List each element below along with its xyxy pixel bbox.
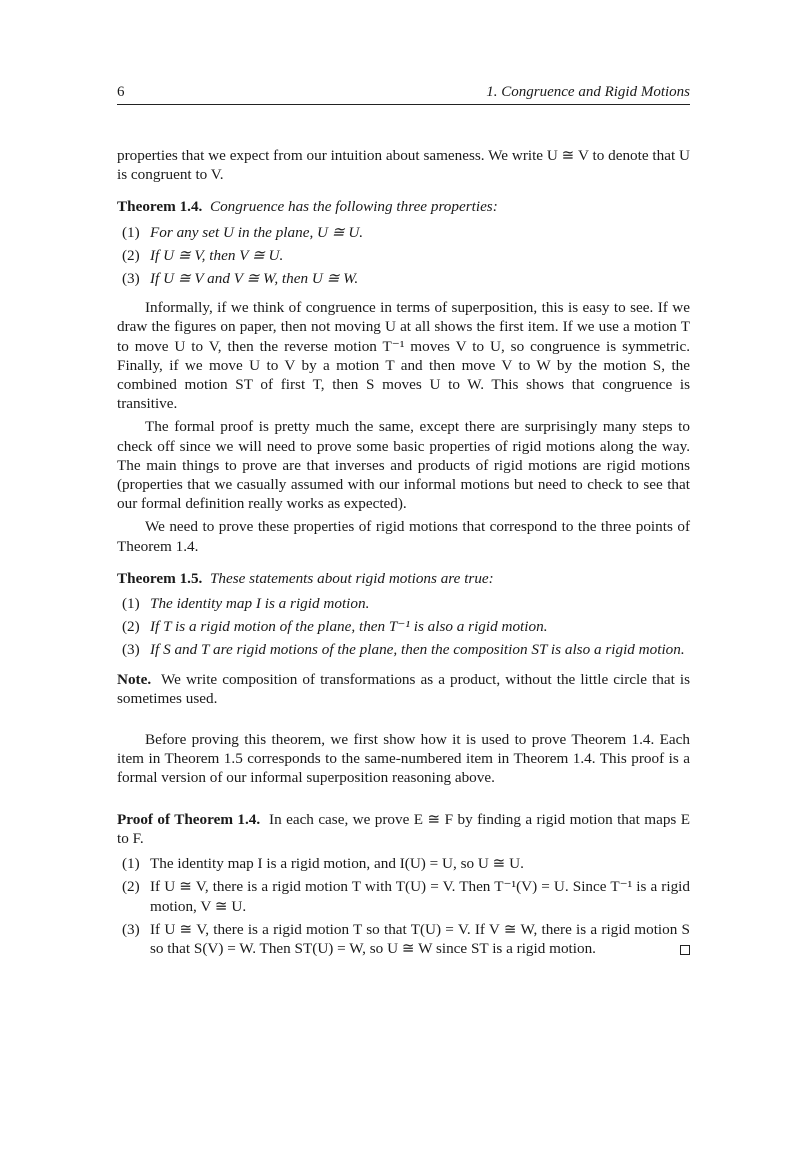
item-number: (3) — [122, 270, 140, 288]
item-number: (2) — [122, 246, 140, 264]
theorem-statement: Congruence has the following three properties: — [209, 198, 498, 216]
note-paragraph — [117, 670, 690, 708]
list-item — [117, 854, 690, 873]
list-item — [117, 269, 690, 288]
theorem-label: Theorem 1.5. — [117, 569, 203, 587]
theorem-label: Theorem 1.4. — [117, 198, 203, 216]
item-number: (1) — [122, 223, 140, 241]
list-item — [117, 223, 690, 242]
item-text: For any set U in the plane, U ≅ U. — [150, 223, 364, 241]
proof-items — [117, 854, 690, 958]
list-item — [117, 617, 690, 636]
item-text: If U ≅ V, there is a rigid motion T with T(U) = V. Then T⁻¹(V) = U. Since T⁻¹ is a rigid motion, V ≅ U. — [150, 878, 690, 915]
list-item — [117, 594, 690, 613]
body-paragraph: Before proving this theorem, we first show how it is used to prove Theorem 1.4. Each item in Theorem 1.5 corresponds to the same-numbered item in Theorem 1.4. This proof is a formal version of our informal superposition reasoning above. — [117, 731, 690, 787]
body-paragraph: We need to prove these properties of rigid motions that correspond to the three points of Theorem 1.4. — [117, 518, 690, 555]
proof-label: Proof of Theorem 1.4. — [117, 810, 261, 828]
theorem-statement: These statements about rigid motions are true: — [209, 569, 494, 587]
body-paragraph: The formal proof is pretty much the same, except there are surprisingly many steps to check off since we will need to prove some basic properties of rigid motions along the way. The main things to prove are that inverses and products of rigid motions are rigid motions (properties that we casually assumed with our informal motions but need to check to see that our formal definition really works as expected). — [117, 418, 690, 513]
item-number: (1) — [122, 855, 140, 873]
qed-box-icon — [680, 945, 690, 955]
item-number: (2) — [122, 878, 140, 896]
body-paragraph: Informally, if we think of congruence in terms of superposition, this is easy to see. If we draw the figures on paper, then not moving U at all shows the first item. If we use a motion T to move U to V, then the reverse motion T⁻¹ moves V to U, so congruence is symmetric. Finally, if we move U to V by a motion T and then move V to W by the motion S, the combined motion ST of first T, then S moves U to W. This shows that congruence is transitive. — [117, 299, 690, 413]
item-number: (3) — [122, 641, 140, 659]
item-number: (1) — [122, 595, 140, 613]
item-text: The identity map I is a rigid motion, and I(U) = U, so U ≅ U. — [150, 855, 524, 873]
list-item — [117, 877, 690, 915]
item-text: If T is a rigid motion of the plane, then T⁻¹ is also a rigid motion. — [150, 618, 548, 636]
item-text: If U ≅ V, there is a rigid motion T so that T(U) = V. If V ≅ W, there is a rigid motion S so that S(V) = W. Then ST(U) = W, so U ≅ W since ST is a rigid motion. — [150, 920, 690, 957]
item-text: If U ≅ V, then V ≅ U. — [150, 246, 284, 264]
item-text: If S and T are rigid motions of the plane, then the composition ST is also a rigid motion. — [150, 641, 685, 659]
intro-paragraph: properties that we expect from our intuition about sameness. We write U ≅ V to denote that U is congruent to V. — [117, 147, 690, 184]
note-text: We write composition of transformations as a product, without the little circle that is sometimes used. — [117, 670, 690, 707]
chapter-title: 1. Congruence and Rigid Motions — [486, 84, 690, 100]
note-label: Note. — [117, 670, 152, 688]
theorem-1-5 — [117, 569, 690, 660]
item-number: (3) — [122, 920, 140, 938]
running-header — [117, 84, 690, 105]
list-item — [117, 640, 690, 659]
theorem-1-4 — [117, 197, 690, 288]
theorem-items — [117, 594, 690, 660]
item-text: The identity map I is a rigid motion. — [150, 595, 370, 613]
list-item — [117, 246, 690, 265]
proof — [117, 810, 690, 958]
item-text: If U ≅ V and V ≅ W, then U ≅ W. — [150, 270, 359, 288]
item-number: (2) — [122, 618, 140, 636]
proof-intro: In each case, we prove E ≅ F by finding a rigid motion that maps E to F. — [117, 810, 691, 847]
page — [117, 84, 690, 962]
list-item — [117, 920, 690, 958]
page-body — [117, 146, 690, 958]
theorem-items — [117, 223, 690, 289]
page-number: 6 — [117, 84, 125, 100]
